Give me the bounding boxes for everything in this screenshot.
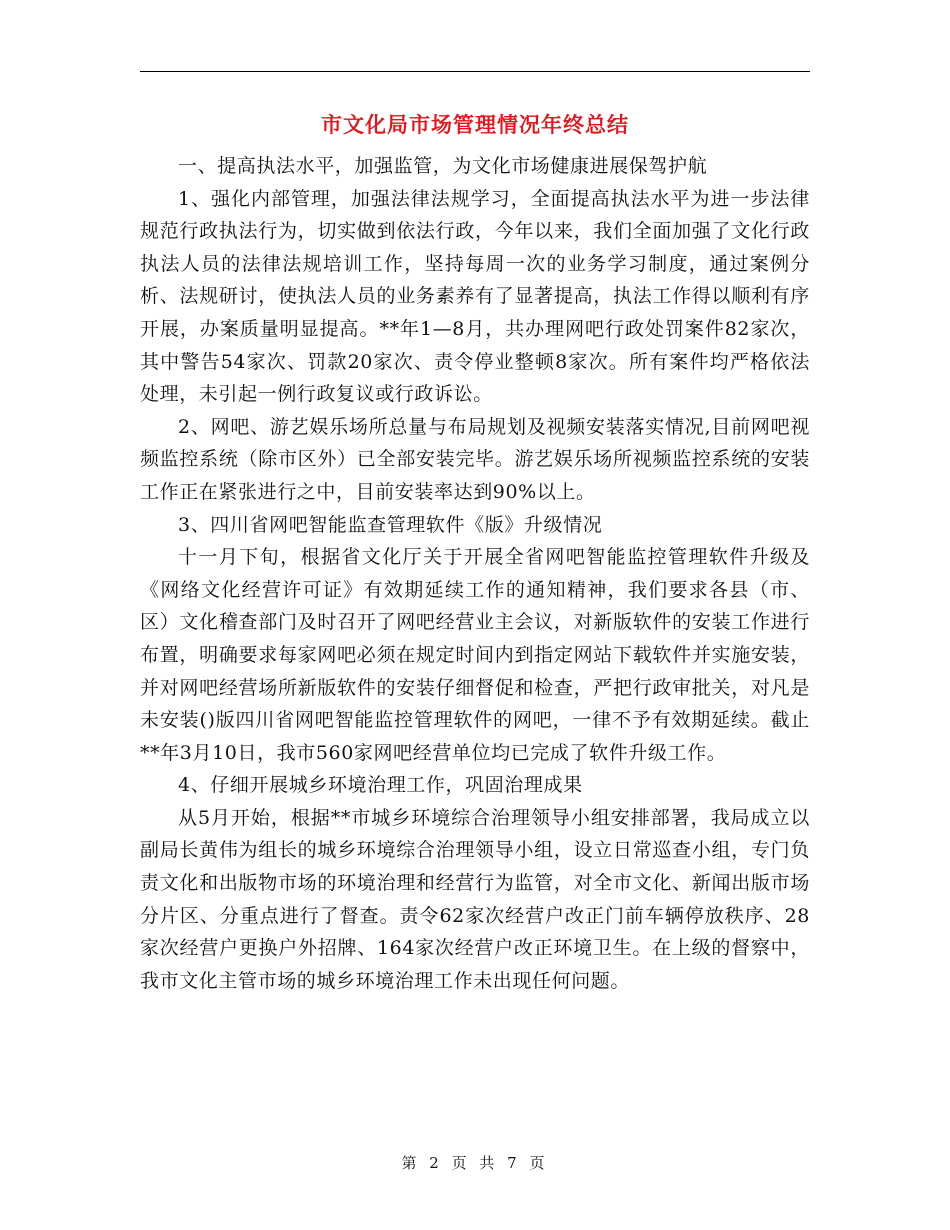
document-body [140, 150, 810, 997]
body-paragraph: 从5月开始，根据**市城乡环境综合治理领导小组安排部署，我局成立以副局长黄伟为组长的城乡环境综合治理领导小组，设立日常巡查小组，专门负责文化和出版物市场的环境治理和经营行为监管，对全市文化、新闻出版市场分片区、分重点进行了督查。责令62家次经营户改正门前车辆停放秩序、28家次经营户更换户外招牌、164家次经营户改正环境卫生。在上级的督察中，我市文化主管市场的城乡环境治理工作未出现任何问题。 [140, 806, 810, 992]
body-paragraph: 2、网吧、游艺娱乐场所总量与布局规划及视频安装落实情况,目前网吧视频监控系统（除市区外）已全部安装完毕。游艺娱乐场所视频监控系统的安装工作正在紧张进行之中，目前安装率达到90%以上。 [140, 415, 810, 503]
body-paragraph: 十一月下旬，根据省文化厅关于开展全省网吧智能监控管理软件升级及《网络文化经营许可证》有效期延续工作的通知精神，我们要求各县（市、区）文化稽查部门及时召开了网吧经营业主会议，对新版软件的安装工作进行布置，明确要求每家网吧必须在规定时间内到指定网站下载软件并实施安装，并对网吧经营场所新版软件的安装仔细督促和检查，严把行政审批关，对凡是未安装()版四川省网吧智能监控管理软件的网吧，一律不予有效期延续。截止**年3月10日，我市560家网吧经营单位均已完成了软件升级工作。 [140, 546, 810, 764]
body-paragraph: 1、强化内部管理，加强法律法规学习，全面提高执法水平为进一步法律规范行政执法行为，切实做到依法行政，今年以来，我们全面加强了文化行政执法人员的法律法规培训工作，坚持每周一次的业务学习制度，通过案例分析、法规研讨，使执法人员的业务素养有了显著提高，执法工作得以顺利有序开展，办案质量明显提高。**年1—8月，共办理网吧行政处罚案件82家次，其中警告54家次、罚款20家次、责令停业整顿8家次。所有案件均严格依法处理，未引起一例行政复议或行政诉讼。 [140, 187, 810, 406]
page-number: 第 2 页 共 7 页 [401, 1154, 549, 1172]
section-heading: 一、提高执法水平，加强监管，为文化市场健康进展保驾护航 [178, 155, 708, 177]
document-title: 市文化局市场管理情况年终总结 [321, 113, 629, 137]
subsection-heading: 4、仔细开展城乡环境治理工作，巩固治理成果 [178, 774, 583, 797]
header-rule [140, 71, 810, 72]
subsection-heading: 3、四川省网吧智能监查管理软件《版》升级情况 [178, 513, 603, 536]
